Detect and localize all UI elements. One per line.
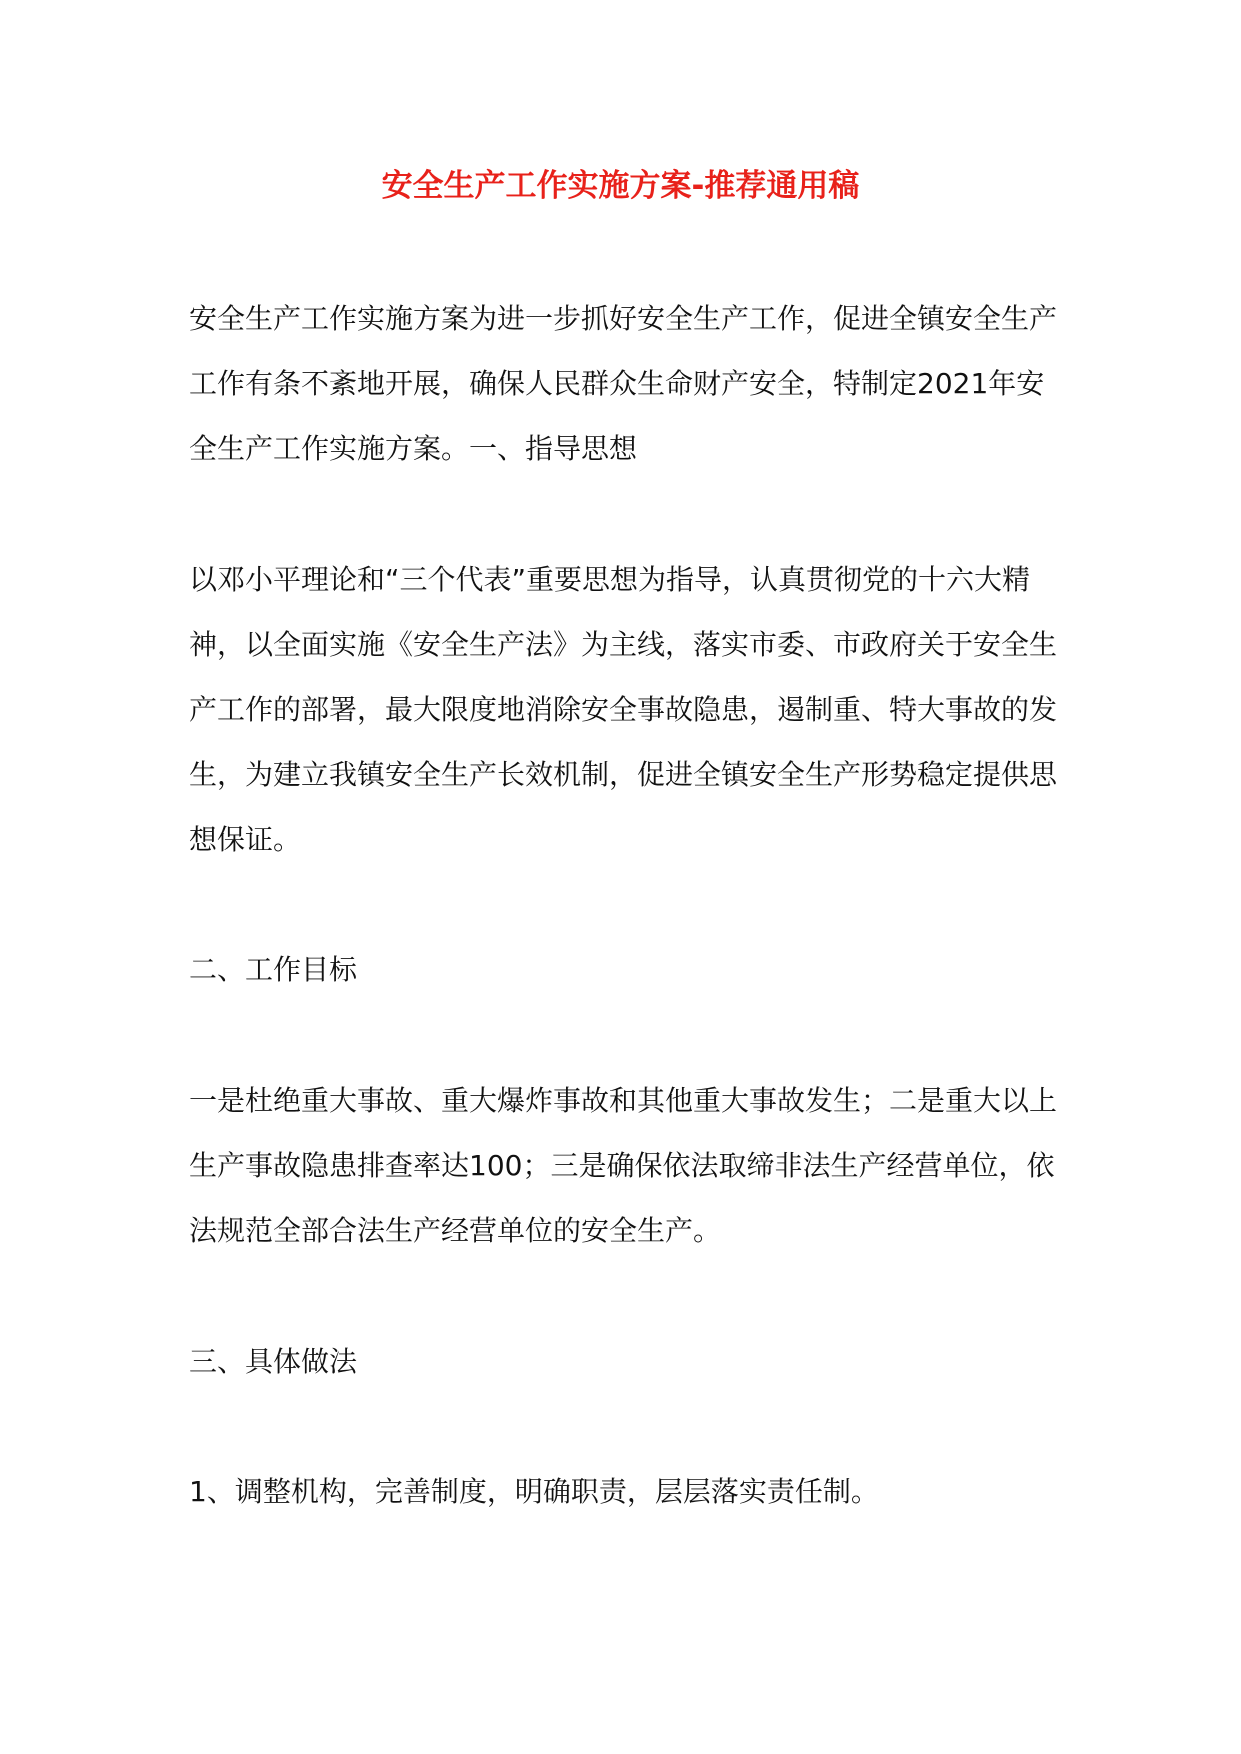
- document-title: 安全生产工作实施方案-推荐通用稿: [381, 168, 860, 204]
- section-heading-work-goals: 二、工作目标: [189, 953, 358, 986]
- paragraph-guiding-thought: 以邓小平理论和“三个代表”重要思想为指导，认真贯彻党的十六大精神，以全面实施《安全生产法》为主线，落实市委、市政府关于安全生产工作的部署，最大限度地消除安全事故隐患，遏制重、特大事故的发生，为建立我镇安全生产长效机制，促进全镇安全生产形势稳定提供思想保证。: [189, 563, 1058, 856]
- paragraph-intro: 安全生产工作实施方案为进一步抓好安全生产工作，促进全镇安全生产工作有条不紊地开展，确保人民群众生命财产安全，特制定2021年安全生产工作实施方案。一、指导思想: [189, 302, 1058, 465]
- paragraph-method-1: 1、调整机构，完善制度，明确职责，层层落实责任制。: [189, 1475, 879, 1508]
- section-heading-specific-methods: 三、具体做法: [189, 1345, 358, 1378]
- paragraph-work-goals: 一是杜绝重大事故、重大爆炸事故和其他重大事故发生；二是重大以上生产事故隐患排查率达100；三是确保依法取缔非法生产经营单位，依法规范全部合法生产经营单位的安全生产。: [189, 1084, 1058, 1247]
